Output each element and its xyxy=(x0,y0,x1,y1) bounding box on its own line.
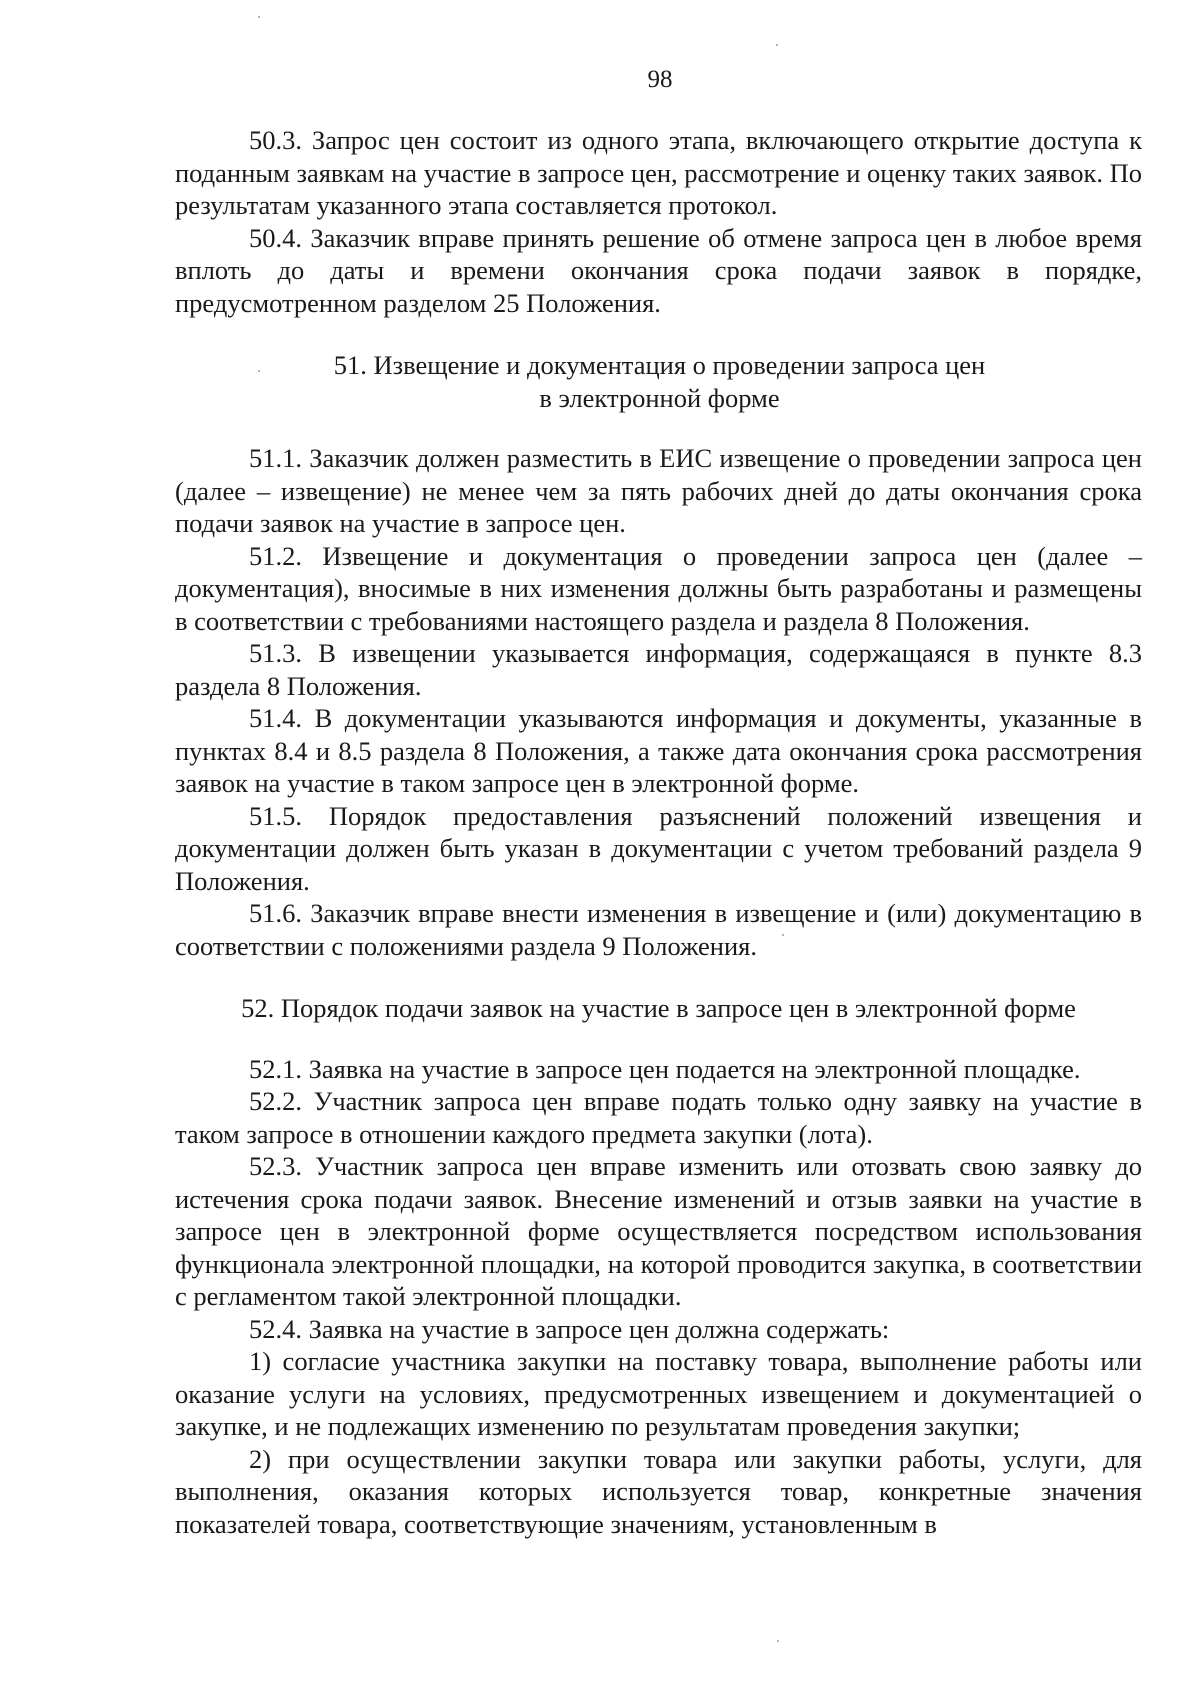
section-51-heading-line2: в электронной форме xyxy=(539,382,780,413)
document-body xyxy=(175,124,1142,1540)
scan-speck xyxy=(777,1640,779,1642)
list-item-2: 2) при осуществлении закупки товара или закупки работы, услуги, для выполнения, оказания которых используется товар, конкретные значения показателей товара, соответствующие значениям, установленным в xyxy=(175,1443,1142,1539)
paragraph-50-4: 50.4. Заказчик вправе принять решение об отмене запроса цен в любое время вплоть до даты и времени окончания срока подачи заявок в порядке, предусмотренном разделом 25 Положения. xyxy=(175,222,1142,318)
section-51-heading-line1: 51. Извещение и документация о проведении запроса цен xyxy=(333,350,986,380)
paragraph-52-4: 52.4. Заявка на участие в запросе цен должна содержать: xyxy=(249,1313,890,1344)
section-52-heading: 52. Порядок подачи заявок на участие в запросе цен в электронной форме xyxy=(241,993,1076,1023)
scan-speck xyxy=(258,370,260,372)
paragraph-51-3: 51.3. В извещении указывается информация, содержащаяся в пункте 8.3 раздела 8 Положения. xyxy=(175,638,1142,701)
scan-speck xyxy=(782,934,784,936)
paragraph-50-3: 50.3. Запрос цен состоит из одного этапа, включающего открытие доступа к поданным заявкам на участие в запросе цен, рассмотрение и оценку таких заявок. По результатам указанного этапа составляется протокол. xyxy=(175,125,1142,220)
paragraph-51-1: 51.1. Заказчик должен разместить в ЕИС извещение о проведении запроса цен (далее – извещение) не менее чем за пять рабочих дней до даты окончания срока подачи заявок на участие в запросе цен. xyxy=(175,443,1142,538)
list-item-1: 1) согласие участника закупки на поставку товара, выполнение работы или оказание услуги на условиях, предусмотренных извещением и документацией о закупке, и не подлежащих изменению по результатам проведения закупки; xyxy=(175,1346,1142,1441)
section-51-heading xyxy=(175,349,1142,414)
scan-speck xyxy=(776,44,778,46)
paragraph-52-3: 52.3. Участник запроса цен вправе изменить или отозвать свою заявку до истечения срока подачи заявок. Внесение изменений и отзыв заявки на участие в запросе цен в электронной форме осуществляется посредством использования функционала электронной площадки, на которой проводится закупка, в соответствии с регламентом такой электронной площадки. xyxy=(175,1151,1142,1311)
paragraph-51-6: 51.6. Заказчик вправе внести изменения в извещение и (или) документацию в соответствии с положениями раздела 9 Положения. xyxy=(175,898,1142,961)
paragraph-51-2: 51.2. Извещение и документация о проведении запроса цен (далее – документация), вносимые в них изменения должны быть разработаны и размещены в соответствии с требованиями настоящего раздела и раздела 8 Положения. xyxy=(175,540,1142,636)
paragraph-52-1: 52.1. Заявка на участие в запросе цен подается на электронной площадке. xyxy=(249,1053,1081,1084)
scan-speck xyxy=(258,16,260,18)
paragraph-51-5: 51.5. Порядок предоставления разъяснений положений извещения и документации должен быть указан в документации с учетом требований раздела 9 Положения. xyxy=(175,800,1142,896)
paragraph-51-4: 51.4. В документации указываются информация и документы, указанные в пунктах 8.4 и 8.5 раздела 8 Положения, а также дата окончания срока рассмотрения заявок на участие в таком запросе цен в электронной форме. xyxy=(175,703,1142,798)
page-number: 98 xyxy=(647,66,673,93)
paragraph-52-2: 52.2. Участник запроса цен вправе подать только одну заявку на участие в таком запросе в отношении каждого предмета закупки (лота). xyxy=(175,1086,1142,1149)
